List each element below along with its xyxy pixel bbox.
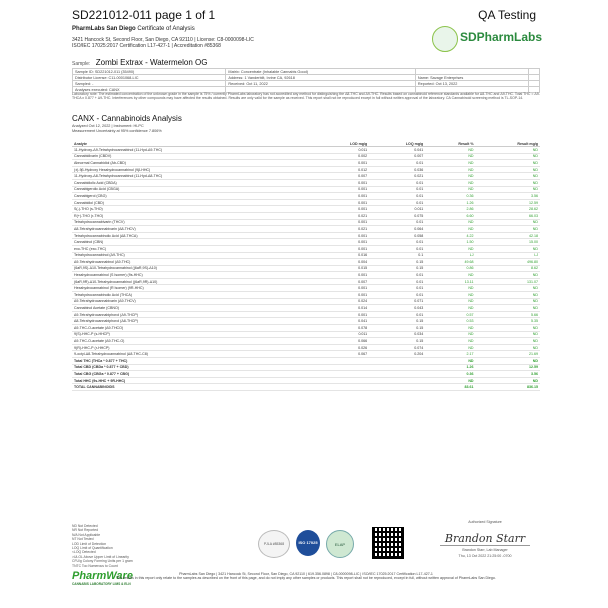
table-cell: ND	[425, 298, 475, 305]
table-row	[72, 173, 540, 180]
table-cell: 0.01	[369, 272, 425, 279]
table-cell: ND	[425, 153, 475, 160]
table-row	[72, 226, 540, 233]
table-cell: TOTAL CANNABINOIDS	[72, 384, 314, 391]
signature-label: Authorized Signature	[468, 520, 502, 524]
sample-name: Zombi Extrax - Watermelon OG	[95, 58, 208, 67]
table-row	[72, 179, 540, 186]
table-row	[72, 160, 540, 167]
table-cell: 11-Hydroxy-Δ8-Tetrahydrocannabinol (11-Hyd-Δ8-THC)	[72, 173, 314, 180]
table-cell: 0.043	[369, 305, 425, 312]
table-row	[72, 384, 540, 391]
table-cell: ND	[425, 344, 475, 351]
table-cell: Cannabidivarin (CBDV)	[72, 153, 314, 160]
table-row	[72, 285, 540, 292]
table-cell: 0.15	[369, 318, 425, 325]
table-cell: ND	[425, 358, 475, 365]
table-cell: 66.03	[476, 212, 540, 219]
table-cell: 0.007	[314, 173, 370, 180]
table-cell: ND	[476, 305, 540, 312]
section-title: CANX - Cannabinoids Analysis	[72, 114, 182, 123]
meta-cell: Reported: Oct 13, 2022	[415, 81, 528, 87]
table-cell: 9-octyl-Δ8-Tetrahydrocannabinol (Δ8-THC-C8)	[72, 351, 314, 358]
table-row	[72, 338, 540, 345]
legend-item: N/A Not Applicable	[72, 532, 101, 537]
table-cell: 0.01	[369, 278, 425, 285]
table-row	[72, 193, 540, 200]
table-cell: 83.61	[425, 384, 475, 391]
table-cell: ND	[425, 331, 475, 338]
table-cell: 1.26	[425, 364, 475, 371]
table-cell: 0.1	[369, 252, 425, 259]
table-row	[72, 232, 540, 239]
table-cell: 3.56	[476, 371, 540, 378]
table-row	[72, 186, 540, 193]
signature: Brandon Starr	[440, 532, 530, 546]
table-cell: 0.53	[425, 318, 475, 325]
table-cell: 0.15	[369, 259, 425, 266]
table-cell: ND	[476, 285, 540, 292]
table-cell: ND	[425, 173, 475, 180]
table-cell: ND	[425, 147, 475, 154]
table-row	[72, 245, 540, 252]
legend-item: LOD Limit of Detection	[72, 541, 107, 546]
table-row	[72, 292, 540, 299]
abbreviation-legend	[72, 524, 133, 568]
table-row	[72, 325, 540, 332]
table-row	[72, 278, 540, 285]
table-cell: 0.001	[314, 219, 370, 226]
lab-address-block	[72, 37, 254, 49]
table-cell: 9(S)-HHC-P (s-HHCP)	[72, 331, 314, 338]
table-cell: 0.01	[369, 219, 425, 226]
table-cell: 0.001	[314, 193, 370, 200]
table-cell: ND	[476, 325, 540, 332]
table-cell: Cannabigerol (CBG)	[72, 193, 314, 200]
sample-header	[72, 58, 540, 67]
table-row	[72, 272, 540, 279]
lab-accreditation: ISO/IEC 17025:2017 Certification L17-427-1 | Accreditation #85368	[72, 43, 221, 49]
table-cell: 0.034	[369, 331, 425, 338]
results-header-cell: Analyte	[72, 136, 314, 147]
table-cell: (±)-9β-Hydroxy Hexahydrocannabinol (9β-HHC)	[72, 166, 314, 173]
table-cell: 9(R)-HHC-P (r-HHCP)	[72, 344, 314, 351]
table-row	[72, 259, 540, 266]
table-cell: 0.001	[314, 239, 370, 246]
table-cell: ND	[425, 166, 475, 173]
table-cell: ND	[476, 186, 540, 193]
elap-badge	[326, 530, 354, 558]
table-cell: ND	[476, 377, 540, 384]
table-cell	[314, 384, 370, 391]
legend-item: NR Not Reported	[72, 528, 99, 533]
table-cell: ND	[425, 285, 475, 292]
meta-cell: Analyses executed: CANX	[73, 87, 226, 93]
table-cell: 0.57	[425, 311, 475, 318]
table-cell: 0.001	[314, 179, 370, 186]
table-row	[72, 318, 540, 325]
table-cell	[314, 371, 370, 378]
lab-name: PharmLabs San Diego	[72, 26, 136, 32]
table-cell: ND	[476, 272, 540, 279]
table-cell: ND	[425, 186, 475, 193]
table-cell: Tetrahydrocannabinolic Acid (THCA)	[72, 292, 314, 299]
table-row	[72, 239, 540, 246]
table-cell: 0.021	[314, 226, 370, 233]
table-cell: 1.50	[425, 239, 475, 246]
table-cell: 0.007	[314, 278, 370, 285]
table-cell: ND	[476, 331, 540, 338]
table-cell: Total CBD (CBDa * 0.877 + CBD)	[72, 364, 314, 371]
table-cell: 0.064	[369, 226, 425, 233]
pharmware-name: PharmWare	[72, 570, 133, 582]
table-row	[72, 377, 540, 384]
table-cell: 5.66	[476, 311, 540, 318]
table-row	[72, 166, 540, 173]
table-cell: 0.15	[369, 265, 425, 272]
table-cell: ND	[476, 358, 540, 365]
table-cell: Tetrahydrocannabinolic Acid (Δ8-THCA)	[72, 232, 314, 239]
results-header-cell: Result %	[425, 136, 475, 147]
table-cell: 0.001	[314, 206, 370, 213]
table-cell: 0.011	[369, 206, 425, 213]
doc-id: SD221012-011 page 1 of 1	[72, 8, 216, 22]
table-cell: ND	[476, 219, 540, 226]
table-cell: 42.18	[476, 232, 540, 239]
legend-item: TNTC Too Numerous to Count	[72, 563, 118, 568]
certificate-title: Certificate of Analysis	[137, 26, 195, 32]
table-row	[72, 371, 540, 378]
table-cell: Cannabidiol (CBD)	[72, 199, 314, 206]
table-cell: Δ9-Tetrahydrocannabivarin (Δ9-THCV)	[72, 298, 314, 305]
table-cell: 2.17	[425, 351, 475, 358]
table-cell: ND	[425, 219, 475, 226]
table-row	[72, 331, 540, 338]
iso-badge	[296, 530, 320, 556]
table-cell: 0.15	[369, 325, 425, 332]
table-cell: Cannabinol (CBN)	[72, 239, 314, 246]
table-cell: 11-Hydroxy-Δ9-Tetrahydrocannabinol (11-Hyd-Δ9-THC)	[72, 147, 314, 154]
table-cell: 0.15	[369, 338, 425, 345]
table-cell: Hexahydrocannabinol (S Isomer) (9s-HHC)	[72, 272, 314, 279]
table-cell: 0.01	[369, 179, 425, 186]
table-cell: ND	[476, 147, 540, 154]
table-row	[72, 364, 540, 371]
legend-item: CFU/g Colony Forming Units per 1 gram	[72, 559, 133, 564]
signature-date: Thu, 13 Oct 2022 21:25:00 -0700	[458, 554, 512, 559]
table-cell: 49.68	[425, 259, 475, 266]
table-cell: 0.024	[314, 298, 370, 305]
iso-label: ISO 17025	[298, 540, 318, 545]
qr-code[interactable]	[372, 527, 404, 559]
table-cell: ND	[425, 272, 475, 279]
table-cell: 836.15	[476, 384, 540, 391]
table-cell	[369, 384, 425, 391]
table-row	[72, 311, 540, 318]
results-header-cell: LOQ mg/g	[369, 136, 425, 147]
table-cell: Cannabidiolic Acid (CBDA)	[72, 179, 314, 186]
table-cell: 0.015	[314, 265, 370, 272]
table-row	[72, 351, 540, 358]
table-cell: 0.001	[314, 186, 370, 193]
table-cell: ND	[425, 305, 475, 312]
legend-item: NT Not Tested	[72, 537, 94, 542]
table-cell: ND	[476, 226, 540, 233]
table-cell: 0.066	[314, 338, 370, 345]
table-cell	[369, 371, 425, 378]
footer-note: The results in this report only relate to the samples as described on the front of this page, and do not imply any other samples or products. This report shall not be reproduced, except in full, without written approval of PharmLabs San Diego.	[116, 576, 496, 581]
table-row	[72, 199, 540, 206]
lab-address: 3421 Hancock St, Second Floor, San Diego, CA 92110 | License: C8-0000098-LIC	[72, 37, 254, 43]
qa-label: QA Testing	[478, 8, 536, 22]
table-cell: (6aR,9R)-Δ10-Tetrahydrocannabinol ((6aR,9R)-Δ10)	[72, 278, 314, 285]
table-cell: (6aR,9S)-Δ10-Tetrahydrocannabinol ((6aR,9S)-Δ10)	[72, 265, 314, 272]
lab-title	[72, 26, 195, 32]
table-cell: 8.62	[476, 265, 540, 272]
table-cell: 0.002	[314, 153, 370, 160]
table-cell: ND	[476, 153, 540, 160]
table-cell: 0.011	[314, 331, 370, 338]
table-cell: 0.36	[425, 371, 475, 378]
table-cell: ND	[425, 160, 475, 167]
table-cell: 0.004	[314, 259, 370, 266]
legend-item: >ULOL Above Upper Limit of Linearity	[72, 554, 129, 559]
table-cell: Cannabinol Acetate (CBNO)	[72, 305, 314, 312]
table-row	[72, 153, 540, 160]
table-cell: Abnormal Cannabidiol (Ab-CBD)	[72, 160, 314, 167]
table-cell: 0.041	[314, 318, 370, 325]
results-header-cell: LOD mg/g	[314, 136, 370, 147]
table-cell: Δ9-Tetrahydrocannabinol (Δ9-THC)	[72, 259, 314, 266]
table-cell: 0.067	[314, 351, 370, 358]
table-cell: ND	[476, 292, 540, 299]
table-cell: 0.01	[369, 193, 425, 200]
meta-cell: Sample ID: SD221012-011 (35490)	[73, 69, 226, 75]
table-cell: Δ8-Tetrahydrocannabiphorol (Δ8-THCP)	[72, 318, 314, 325]
table-row	[72, 265, 540, 272]
table-cell: 0.86	[425, 265, 475, 272]
table-cell: 0.001	[314, 292, 370, 299]
signatory-name: Brandon Starr, Lab Manager	[462, 548, 508, 552]
table-cell: Δ9-THC-O-acetate (Δ9-THC-O)	[72, 338, 314, 345]
table-cell: 3.56	[476, 193, 540, 200]
table-cell: 2.86	[425, 206, 475, 213]
meta-cell: Address: 1 Vanderbilt, Irvine CA, 92618	[226, 75, 416, 81]
table-cell: 0.078	[314, 325, 370, 332]
table-cell: 0.01	[369, 285, 425, 292]
table-cell: 1.26	[425, 199, 475, 206]
table-row	[72, 305, 540, 312]
table-cell: 0.014	[314, 305, 370, 312]
pjla-label: PJLA #85368	[263, 542, 285, 546]
table-row	[72, 358, 540, 365]
table-row	[72, 206, 540, 213]
table-cell: Cannabigerolic Acid (CBGA)	[72, 186, 314, 193]
table-cell: Δ9-THC-O-acetate (Δ9-THCO)	[72, 325, 314, 332]
table-cell: Total THC (THCa * 0.877 + THC)	[72, 358, 314, 365]
sample-meta-table	[72, 68, 540, 93]
meta-cell: Sampled: -	[73, 81, 226, 87]
table-cell	[314, 358, 370, 365]
table-row	[72, 219, 540, 226]
page-footer	[72, 572, 540, 581]
table-cell: Total CBG (CBGa * 0.877 + CBG)	[72, 371, 314, 378]
table-cell: LJ	[476, 252, 540, 259]
analyzed-line: Analyzed Oct 12, 2022 | Instrument: HLPC	[72, 124, 144, 128]
results-header-cell: Result mg/g	[476, 136, 540, 147]
table-cell: 0.036	[369, 166, 425, 173]
table-cell: 496.80	[476, 259, 540, 266]
legend-item: LOQ Limit of Quantification	[72, 546, 113, 551]
table-cell: 0.001	[314, 285, 370, 292]
table-cell: 0.204	[369, 351, 425, 358]
table-cell: 0.01	[369, 292, 425, 299]
table-cell: Tetrahydrocannabinol (Δ9-THC)	[72, 252, 314, 259]
lab-disclaimer: Laboratory note: The estimated concentration of the unknown grade in the sample is 75% / currently PharmLabs laboratory has not accredited any method for distinguishing the Δ8-THC and Δ9-THC. Results based on cannabinoid reference standards available for Δ8-THC and Δ9-THC. Total THC = Δ9-THCA x 0.877 + Δ9-THC. Interferences by other compounds may have affected the results obtained. Results are only valid for the sample as received. This report shall not be reproduced except in full without written approval of the laboratory. CA Cannabinoid screening method is TL-SOP-14.	[72, 92, 540, 101]
table-cell: 0.01	[369, 160, 425, 167]
table-cell: ND	[425, 338, 475, 345]
table-cell: 0.074	[369, 344, 425, 351]
table-cell	[369, 377, 425, 384]
table-cell: Δ8-Tetrahydrocannabivarin (Δ8-THCV)	[72, 226, 314, 233]
table-cell: 0.011	[314, 147, 370, 154]
uncertainty-line: Measurement Uncertainty at 95% confidence 7.806%	[72, 128, 162, 133]
pharmware-subtitle: CANNABIS LABORATORY LIMS & ELN	[72, 582, 131, 586]
table-row	[72, 252, 540, 259]
table-cell: 12.59	[476, 199, 540, 206]
footer-address: PharmLabs San Diego | 3421 Hancock St, Second Floor, San Diego, CA 92110 | 619.356.0898 | C8-0000098-LIC | ISO/IEC 17025:2017 Certification L17-427-1	[179, 572, 433, 576]
table-cell	[369, 364, 425, 371]
table-cell: 0.012	[314, 166, 370, 173]
table-cell	[314, 377, 370, 384]
table-cell: 0.058	[369, 232, 425, 239]
table-cell: 0.041	[369, 147, 425, 154]
table-cell: 0.026	[314, 344, 370, 351]
meta-cell: Matrix: Concentrate (Inhalable Cannabis Good)	[226, 69, 416, 75]
table-cell: 0.01	[369, 245, 425, 252]
table-cell: ND	[476, 160, 540, 167]
logo-text: SDPharmLabs	[460, 30, 543, 44]
table-row	[72, 344, 540, 351]
table-cell: 0.01	[369, 199, 425, 206]
table-cell: Tetrahydrocannabivarin (THCV)	[72, 219, 314, 226]
table-cell	[314, 364, 370, 371]
table-cell: 28.62	[476, 206, 540, 213]
table-cell: 12.59	[476, 364, 540, 371]
table-cell: 0.36	[425, 193, 475, 200]
table-cell: 5.35	[476, 318, 540, 325]
table-cell: ND	[476, 338, 540, 345]
table-cell: 21.69	[476, 351, 540, 358]
table-cell: ND	[425, 325, 475, 332]
sdpharmlabs-logo	[430, 24, 543, 54]
table-cell: ND	[425, 377, 475, 384]
table-row	[72, 298, 540, 305]
table-cell: 13.11	[425, 278, 475, 285]
meta-cell: Name: Savage Enterprises	[415, 75, 528, 81]
sample-label: Sample:	[72, 61, 91, 67]
table-cell: 0.001	[314, 245, 370, 252]
results-table	[72, 136, 540, 391]
table-row	[72, 147, 540, 154]
table-cell: ND	[425, 179, 475, 186]
table-cell: R(+)-THO (r-THO)	[72, 212, 314, 219]
table-cell: S(-)-THO (s-THO)	[72, 206, 314, 213]
table-cell: 0.01	[369, 186, 425, 193]
table-cell	[369, 358, 425, 365]
table-cell: 131.07	[476, 278, 540, 285]
table-cell: 0.01	[369, 311, 425, 318]
elap-label: ELAP	[334, 542, 346, 547]
legend-item: ND Not Detected	[72, 524, 98, 528]
globe-icon	[432, 26, 458, 52]
meta-cell: Received: Oct 11, 2022	[226, 81, 416, 87]
table-cell: 0.001	[314, 199, 370, 206]
table-cell: 0.075	[369, 212, 425, 219]
table-cell: 4.22	[425, 232, 475, 239]
signature-block	[440, 520, 530, 559]
table-cell: ND	[476, 179, 540, 186]
table-cell: 0.01	[369, 239, 425, 246]
table-row	[72, 212, 540, 219]
table-cell: Total HHC (9s-HHC + 9R-HHC)	[72, 377, 314, 384]
table-cell: Δ9-Tetrahydrocannabiphorol (Δ9-THCP)	[72, 311, 314, 318]
pjla-badge	[258, 530, 290, 558]
table-cell: 0.071	[369, 298, 425, 305]
table-cell: 0.021	[369, 173, 425, 180]
table-cell: ND	[476, 245, 540, 252]
table-cell: ND	[425, 292, 475, 299]
table-cell: 0.001	[314, 232, 370, 239]
section-subtitle	[72, 124, 162, 133]
table-cell: ND	[476, 173, 540, 180]
table-cell: ND	[425, 226, 475, 233]
legend-item: <LOQ Detected	[72, 550, 96, 555]
table-cell: ND	[476, 298, 540, 305]
table-cell: 0.001	[314, 272, 370, 279]
table-cell: LJ	[425, 252, 475, 259]
table-cell: 0.001	[314, 160, 370, 167]
table-cell: ND	[425, 245, 475, 252]
table-cell: 0.021	[314, 212, 370, 219]
table-cell: 6.60	[425, 212, 475, 219]
table-cell: ND	[476, 166, 540, 173]
table-cell: ND	[476, 344, 540, 351]
table-cell: exo-THC (exo-THC)	[72, 245, 314, 252]
table-cell: 15.00	[476, 239, 540, 246]
meta-cell: Distributor License: C11-0001068-LIC	[73, 75, 226, 81]
table-cell: 0.007	[369, 153, 425, 160]
table-cell: Hexahydrocannabinol (R Isomer) (9R-HHC)	[72, 285, 314, 292]
table-cell: 0.001	[314, 311, 370, 318]
table-cell: 0.016	[314, 252, 370, 259]
